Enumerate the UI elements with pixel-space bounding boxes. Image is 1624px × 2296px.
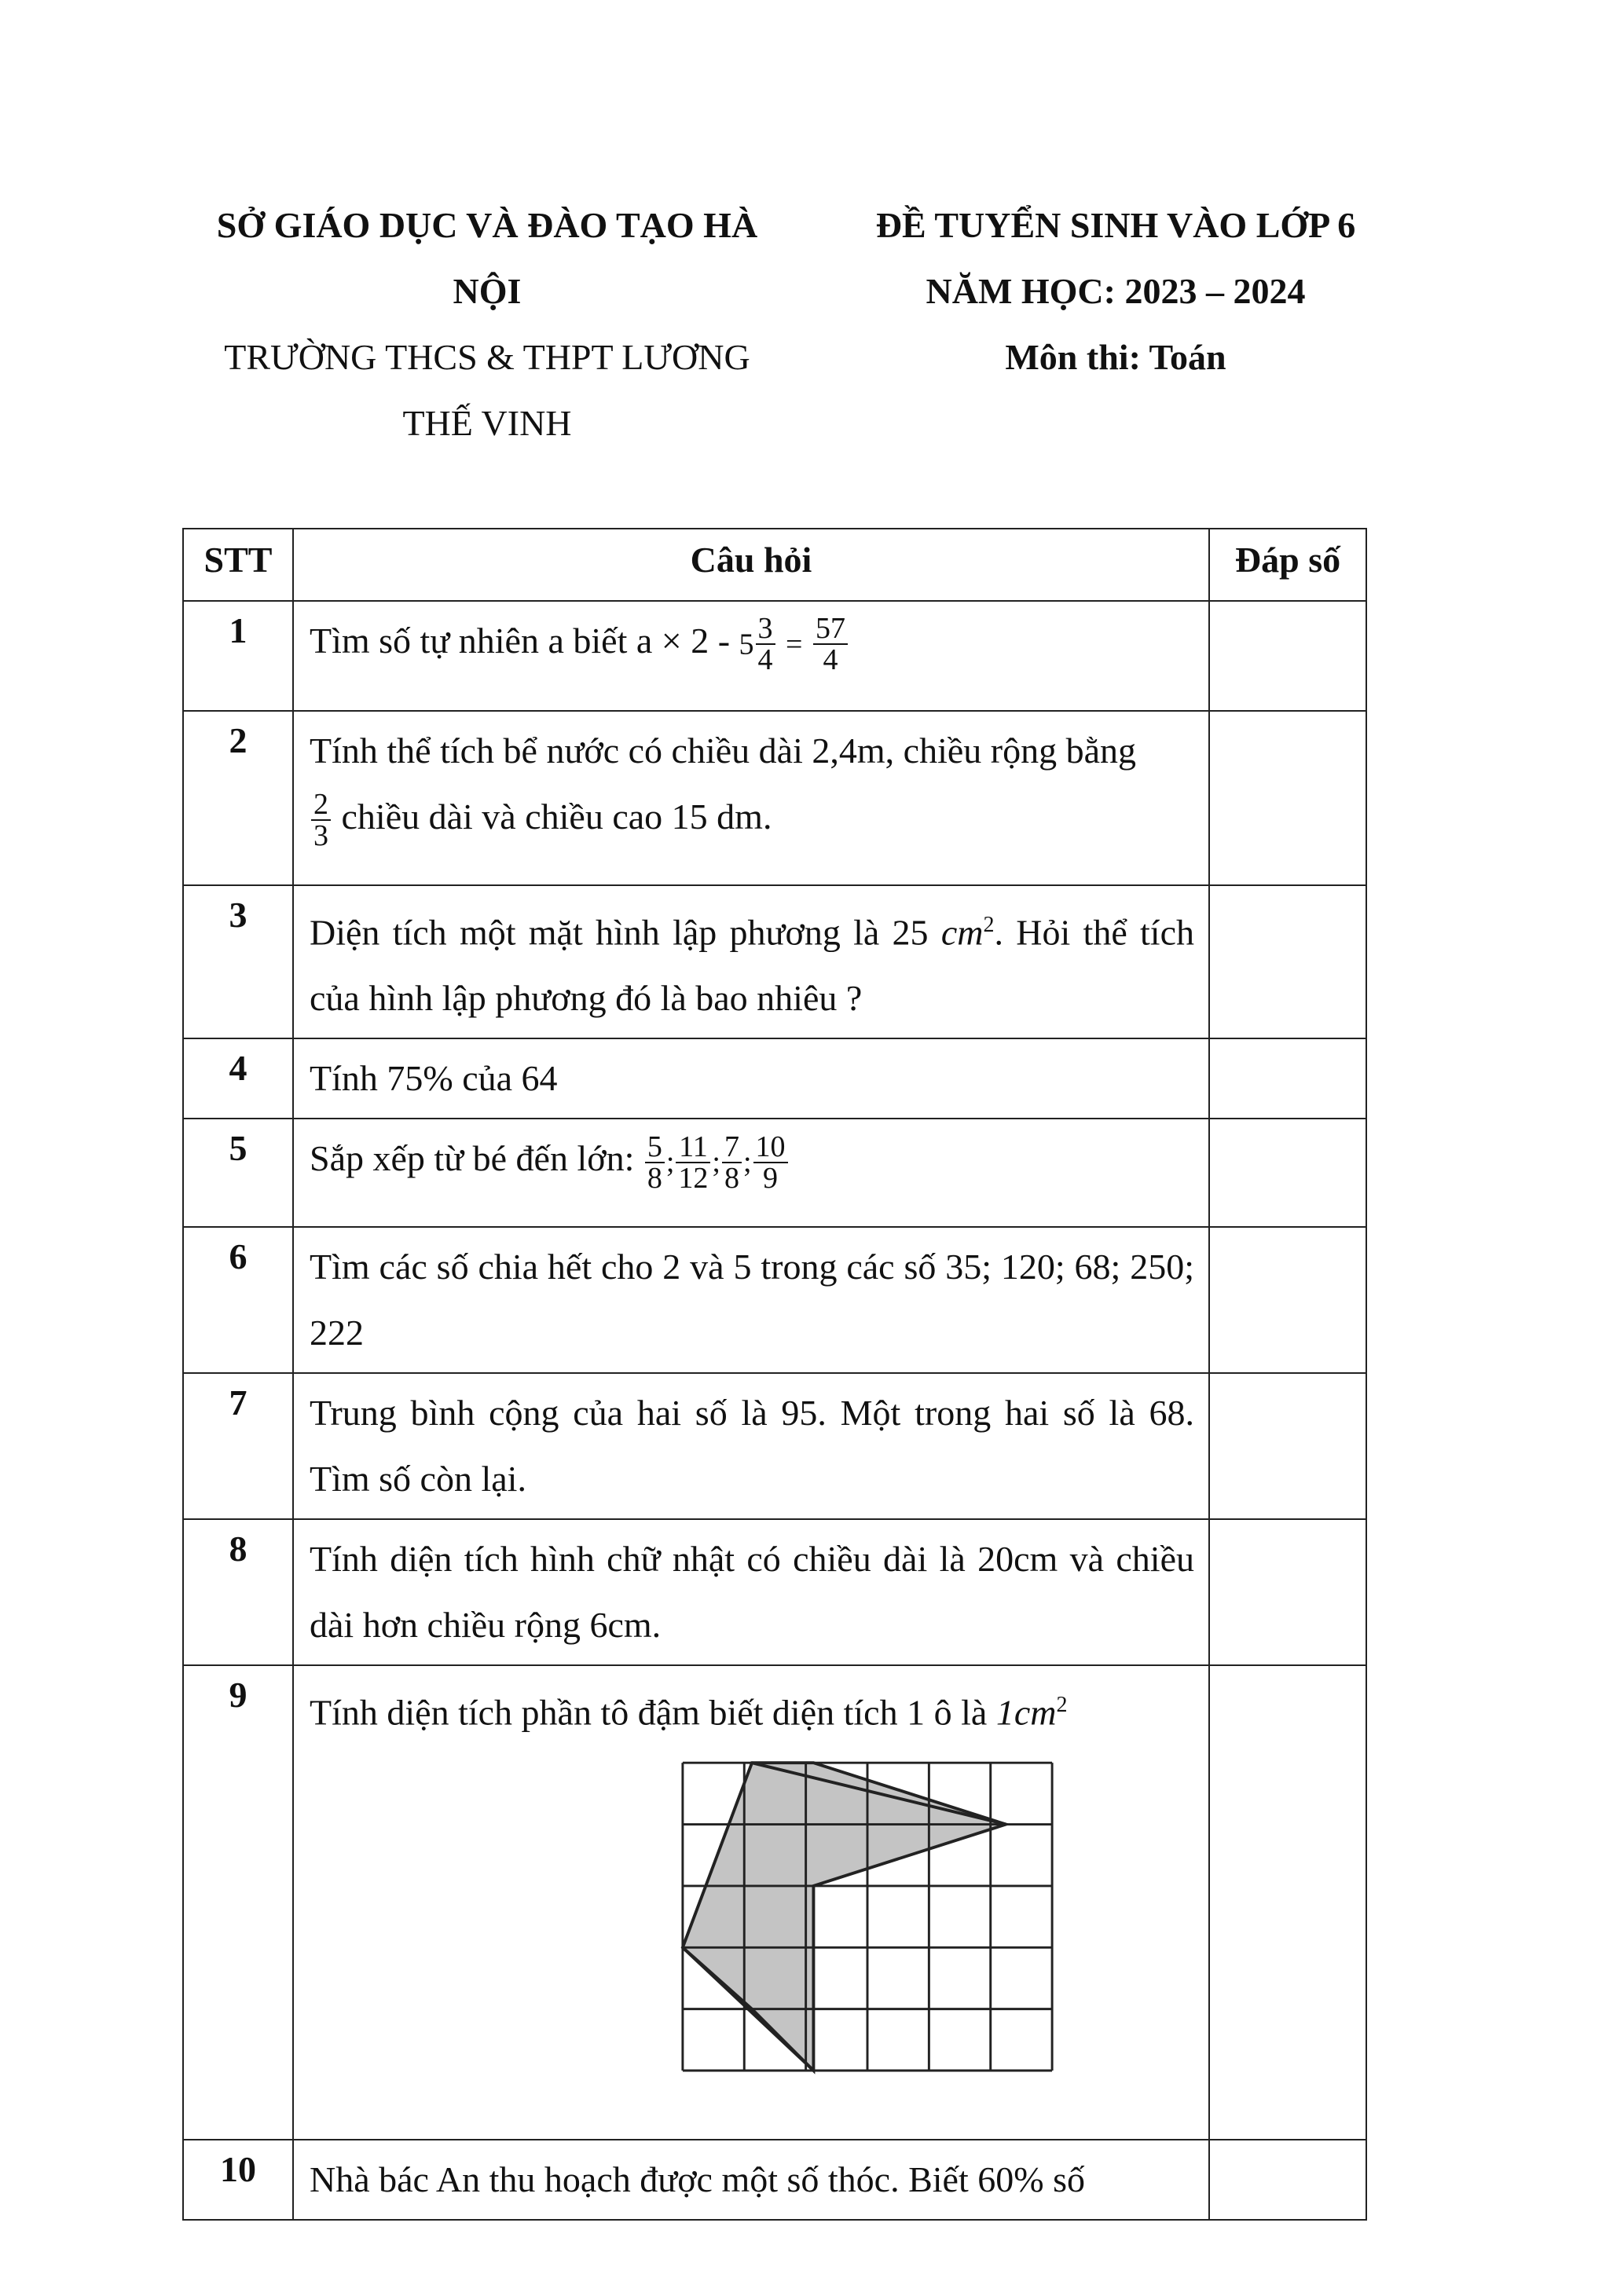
question-text: Sắp xếp từ bé đến lớn: $\frac{5}{8}$ ; $\frac{11}{12}$ ; $\frac{7}{8}$ ; $\frac{10}{9}$ (293, 1119, 1209, 1227)
fraction: $\frac{57}{4}$ (813, 613, 848, 675)
question-number: 3 (183, 885, 293, 1038)
question-text: Tính diện tích phần tô đậm biết diện tích 1 ô là $1cm^2$ (293, 1665, 1209, 2139)
answer-cell[interactable] (1209, 1519, 1366, 1665)
answer-cell[interactable] (1209, 2140, 1366, 2220)
question-text: Tính diện tích hình chữ nhật có chiều dài là 20cm và chiều dài hơn chiều rộng 6cm. (293, 1519, 1209, 1665)
table-row (183, 1038, 1366, 1119)
table-row (183, 711, 1366, 885)
answer-cell[interactable] (1209, 1119, 1366, 1227)
answer-cell[interactable] (1209, 1665, 1366, 2139)
grid-figure (310, 1746, 1194, 2139)
col-header-answer: Đáp số (1209, 529, 1366, 601)
table-row (183, 1119, 1366, 1227)
table-row (183, 1519, 1366, 1665)
question-text: Tính 75% của 64 (293, 1038, 1209, 1119)
question-number: 5 (183, 1119, 293, 1227)
fraction: $\frac{3}{4}$ (756, 613, 775, 675)
answer-cell[interactable] (1209, 1038, 1366, 1119)
col-header-question: Câu hỏi (293, 529, 1209, 601)
school-line-2: THẾ VINH (402, 403, 572, 443)
answer-cell[interactable] (1209, 601, 1366, 711)
question-text: Nhà bác An thu hoạch được một số thóc. Biết 60% số (293, 2140, 1209, 2220)
table-header-row (183, 529, 1366, 601)
answer-cell[interactable] (1209, 1227, 1366, 1373)
question-number: 8 (183, 1519, 293, 1665)
question-text: Diện tích một mặt hình lập phương là 25 $cm^2$. Hỏi thể tích của hình lập phương đó là bao nhiêu ? (293, 885, 1209, 1038)
fraction: $\frac{2}{3}$ (311, 789, 331, 851)
answer-cell[interactable] (1209, 1373, 1366, 1519)
table-row (183, 1665, 1366, 2139)
question-text: Trung bình cộng của hai số là 95. Một trong hai số là 68. Tìm số còn lại. (293, 1373, 1209, 1519)
school-year: NĂM HỌC: 2023 – 2024 (926, 271, 1306, 311)
question-text: Tính thể tích bể nước có chiều dài 2,4m, chiều rộng bằng $\frac{2}{3}$ chiều dài và chiều cao 15 dm. (293, 711, 1209, 885)
answer-cell[interactable] (1209, 885, 1366, 1038)
col-header-stt: STT (183, 529, 293, 601)
exam-title: ĐỀ TUYỂN SINH VÀO LỚP 6 (875, 205, 1356, 245)
fraction: $\frac{10}{9}$ (753, 1132, 788, 1193)
question-text: Tìm các số chia hết cho 2 và 5 trong các số 35; 120; 68; 250; 222 (293, 1227, 1209, 1373)
fraction: $\frac{7}{8}$ (722, 1132, 742, 1193)
table-row (183, 1227, 1366, 1373)
question-number: 2 (183, 711, 293, 885)
table-row (183, 2140, 1366, 2220)
question-number: 4 (183, 1038, 293, 1119)
question-number: 9 (183, 1665, 293, 2139)
fraction: $\frac{5}{8}$ (645, 1132, 665, 1193)
table-row (183, 885, 1366, 1038)
school-line-1: TRƯỜNG THCS & THPT LƯƠNG (224, 337, 750, 377)
question-table (182, 528, 1367, 2221)
question-number: 6 (183, 1227, 293, 1373)
question-number: 1 (183, 601, 293, 711)
department-line-2: NỘI (453, 271, 522, 311)
subject: Môn thi: Toán (1005, 337, 1226, 377)
shaded-grid-diagram (679, 1756, 1056, 2085)
exam-title-block (833, 192, 1399, 390)
question-number: 7 (183, 1373, 293, 1519)
department-line-1: SỞ GIÁO DỤC VÀ ĐÀO TẠO HÀ (216, 205, 758, 245)
table-row (183, 601, 1366, 711)
table-row (183, 1373, 1366, 1519)
school-department (181, 192, 794, 456)
question-number: 10 (183, 2140, 293, 2220)
answer-cell[interactable] (1209, 711, 1366, 885)
question-text: Tìm số tự nhiên a biết a × 2 - 5 $\frac{3}{4}$ = $\frac{57}{4}$ (293, 601, 1209, 711)
fraction: $\frac{11}{12}$ (676, 1132, 710, 1193)
